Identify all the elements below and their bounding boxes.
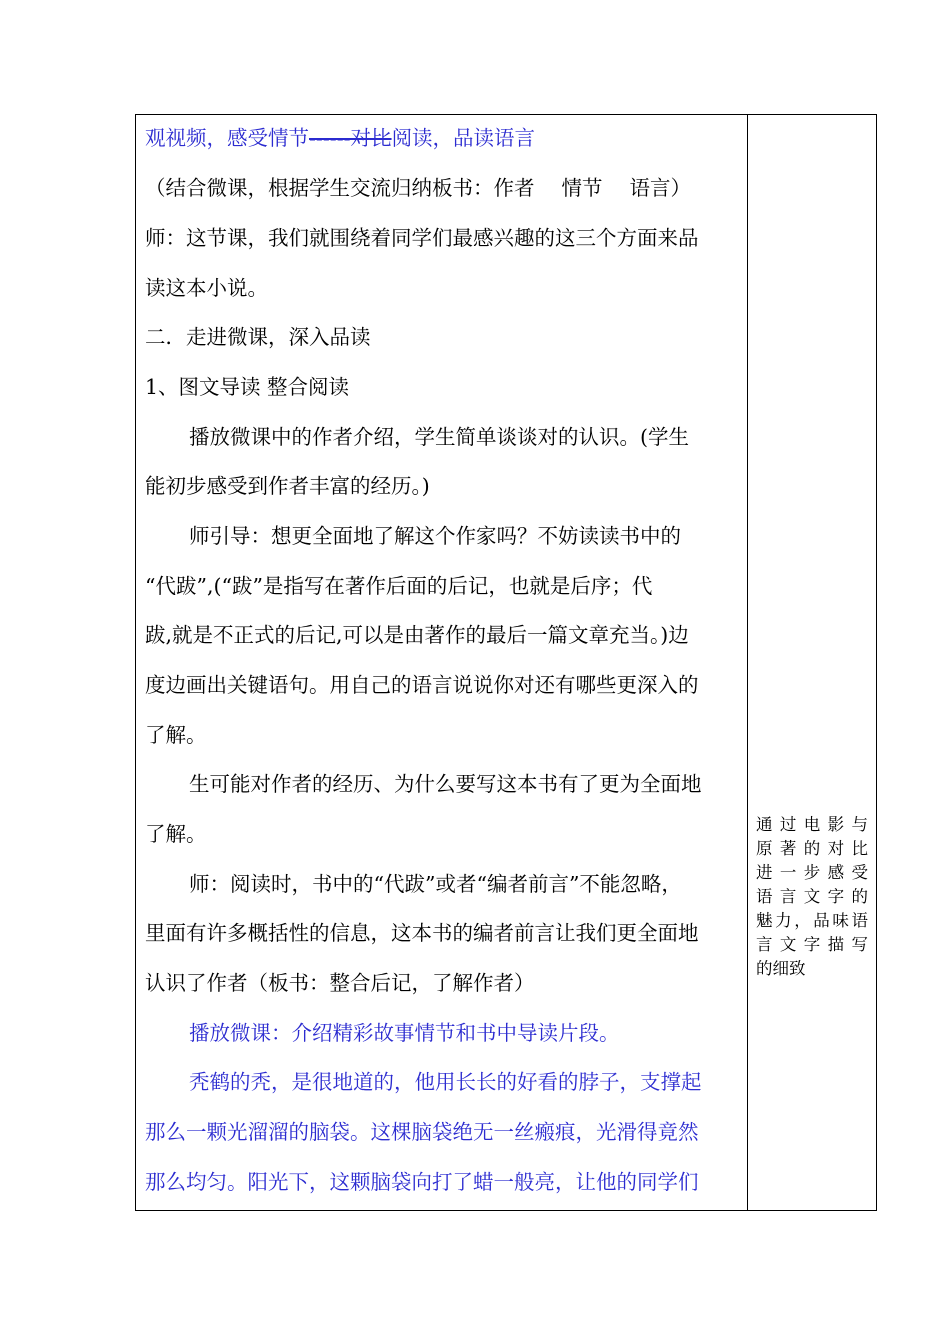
side-note-line-4: 语言文字的 (756, 887, 868, 906)
side-note-line-2: 原著的对比 (756, 839, 868, 858)
subsection-heading-1: 1、图文导读 整合阅读 (145, 375, 350, 399)
line-16: 师：阅读时，书中的“代跋”或者“编者前言”不能忽略， (189, 872, 682, 896)
line-2: （结合微课，根据学生交流归纳板书：作者 情节 语言） (145, 176, 692, 200)
line-19: 播放微课：介绍精彩故事情节和书中导读片段。 (189, 1021, 620, 1045)
line-22: 那么均匀。阳光下，这颗脑袋向打了蜡一般亮，让他的同学们 (145, 1170, 699, 1194)
line-20: 秃鹤的秃，是很地道的，他用长长的好看的脖子，支撑起 (189, 1070, 702, 1094)
line-7: 播放微课中的作者介绍，学生简单谈谈对的认识。(学生 (189, 425, 689, 449)
line-11: 跋,就是不正式的后记,可以是由著作的最后一篇文章充当。)边 (145, 623, 689, 647)
line-1 (145, 125, 535, 151)
lesson-plan-table (135, 114, 877, 1211)
line-3: 师：这节课，我们就围绕着同学们最感兴趣的这三个方面来品 (145, 226, 699, 250)
column-divider (747, 115, 748, 1210)
side-note-line-6: 言文字描写 (756, 935, 868, 954)
line-21: 那么一颗光溜溜的脑袋。这棵脑袋绝无一丝瘢痕，光滑得竟然 (145, 1120, 699, 1144)
side-note-line-3: 进一步感受 (756, 863, 868, 882)
line-12: 度边画出关键语句。用自己的语言说说你对还有哪些更深入的 (145, 673, 699, 697)
line-17: 里面有许多概括性的信息，这本书的编者前言让我们更全面地 (145, 921, 699, 945)
line-9: 师引导：想更全面地了解这个作家吗？不妨读读书中的 (189, 524, 681, 548)
side-note-line-1: 通过电影与 (756, 815, 868, 834)
line-4: 读这本小说。 (145, 276, 268, 300)
side-note-line-5: 魅力，品味语 (756, 911, 868, 930)
line-14: 生可能对作者的经历、为什么要写这本书有了更为全面地 (189, 772, 702, 796)
section-heading-2: 二．走进微课，深入品读 (145, 325, 371, 349)
line-8: 能初步感受到作者丰富的经历。) (145, 474, 430, 498)
line-15: 了解。 (145, 822, 207, 846)
line-1-text-b: 阅读，品读语言 (391, 126, 536, 150)
line-1-text-a: 观视频，感受情节 (145, 126, 309, 150)
side-note-line-7: 的细致 (756, 959, 806, 978)
line-10: “代跋”,(“跋”是指写在著作后面的后记，也就是后序；代 (145, 574, 653, 598)
line-18: 认识了作者（板书：整合后记，了解作者） (145, 971, 535, 995)
line-13: 了解。 (145, 723, 207, 747)
line-1-strikethrough: ------对比 (309, 126, 392, 150)
